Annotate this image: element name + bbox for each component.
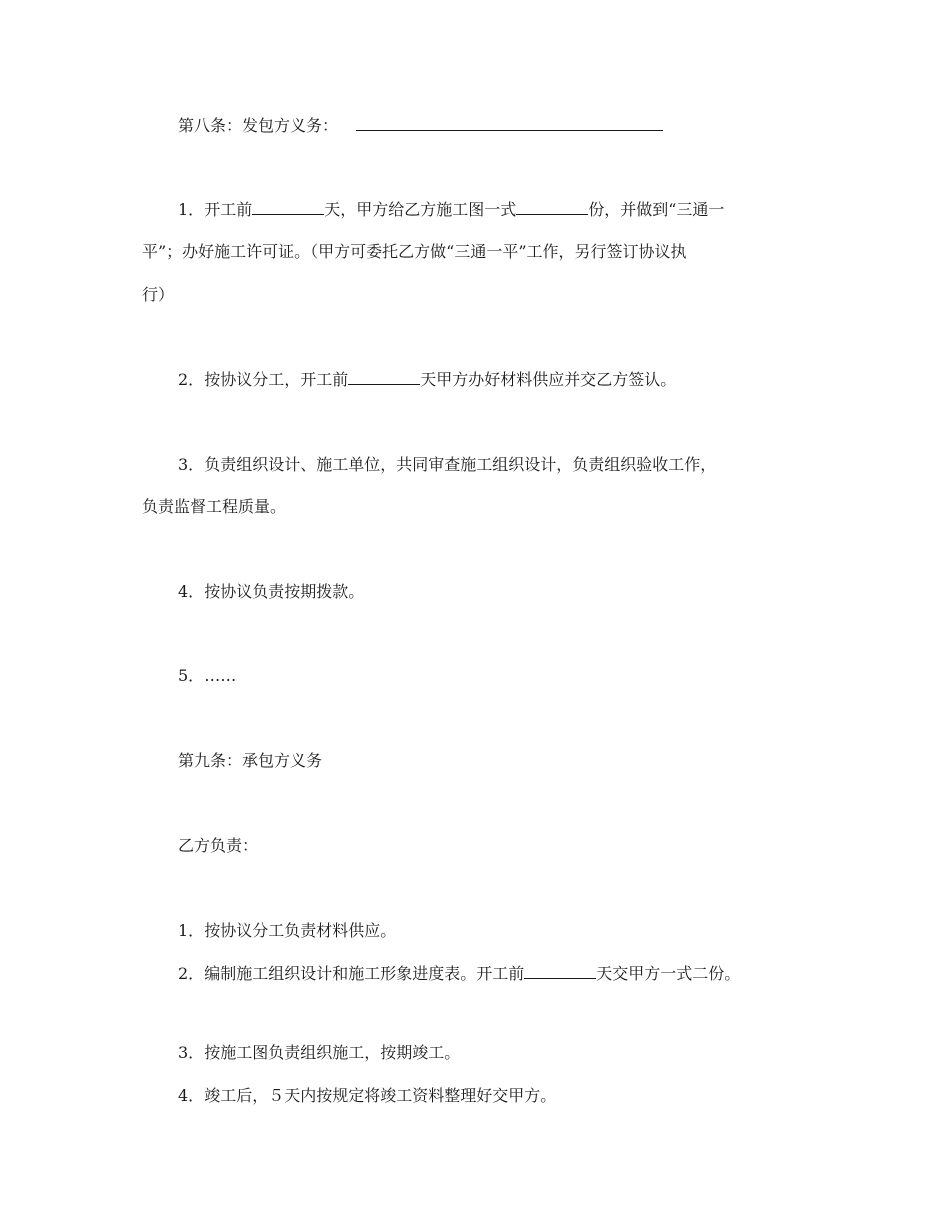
fill-blank-copies[interactable] (516, 200, 588, 215)
item-text: 按协议分工，开工前 (204, 370, 349, 389)
item-text: 份，并做到“三通一 (588, 200, 725, 219)
article-8-title-text: 第八条：发包方义务： (178, 116, 339, 135)
item-number: 2． (178, 370, 205, 389)
article-8-item-5 (178, 666, 236, 686)
item-number: 3． (178, 455, 205, 474)
article-8-title (178, 116, 663, 136)
item-text: 天，甲方给乙方施工图一式 (324, 200, 517, 219)
article-9-item-3 (178, 1043, 460, 1063)
item-text: 负责组织设计、施工单位，共同审查施工组织设计，负责组织验收工作， (204, 455, 717, 474)
item-text: 竣工后，５天内按规定将竣工资料整理好交甲方。 (204, 1086, 557, 1105)
article-9-item-4 (178, 1086, 556, 1106)
fill-blank[interactable] (356, 116, 663, 131)
item-text: 编制施工组织设计和施工形象进度表。开工前 (204, 964, 525, 983)
article-8-item-1-line-1 (178, 200, 724, 220)
item-number: 3． (178, 1043, 205, 1062)
article-8-item-2 (178, 370, 676, 390)
item-text: 按施工图负责组织施工，按期竣工。 (204, 1043, 461, 1062)
article-8-item-4 (178, 582, 364, 602)
item-text: 开工前 (204, 200, 253, 219)
fill-blank-days[interactable] (524, 964, 596, 979)
fill-blank-days[interactable] (252, 200, 324, 215)
item-text: 按协议负责按期拨款。 (204, 582, 365, 601)
article-8-item-3-line-1 (178, 455, 716, 475)
item-number: 1． (178, 200, 205, 219)
item-text: 天交甲方一式二份。 (596, 964, 741, 983)
item-number: 4． (178, 1086, 205, 1105)
item-text: 按协议分工负责材料供应。 (204, 921, 397, 940)
item-number: 4． (178, 582, 205, 601)
item-text: 天甲方办好材料供应并交乙方签认。 (420, 370, 677, 389)
item-text: …… (204, 666, 237, 685)
article-9-item-1 (178, 921, 396, 941)
article-8-item-1-line-3: 行） (142, 285, 175, 304)
article-8-item-1-line-2: 平”；办好施工许可证。（甲方可委托乙方做“三通一平”工作，另行签订协议执 (142, 242, 687, 261)
item-number: 1． (178, 921, 205, 940)
fill-blank-days[interactable] (348, 370, 420, 385)
item-number: 5． (178, 666, 205, 685)
article-8-item-3-line-2: 负责监督工程质量。 (142, 497, 287, 516)
article-9-title: 第九条：承包方义务 (178, 751, 323, 770)
article-9-item-2 (178, 964, 740, 984)
article-9-subtitle: 乙方负责： (178, 836, 259, 855)
item-number: 2． (178, 964, 205, 983)
